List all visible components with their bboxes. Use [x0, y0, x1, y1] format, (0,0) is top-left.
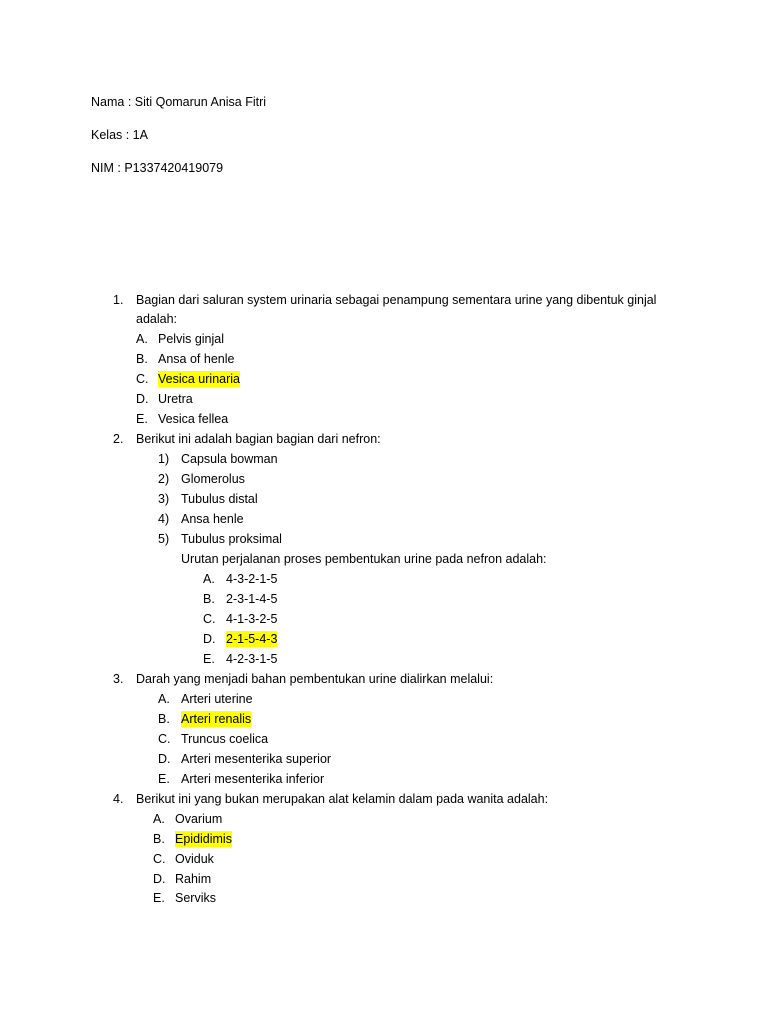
q4-option-b-letter: B. [153, 832, 165, 846]
q1-option-c-letter: C. [136, 372, 149, 386]
q1-option-e: Vesica fellea [158, 412, 229, 426]
q4-option-d-letter: D. [153, 872, 166, 886]
q4-option-c-letter: C. [153, 852, 166, 866]
q1-option-b: Ansa of henle [158, 352, 235, 366]
q4-option-a-letter: A. [153, 812, 165, 826]
q3-option-e: Arteri mesenterika inferior [181, 772, 325, 786]
q2-option-a: 4-3-2-1-5 [226, 572, 278, 586]
q3-option-c-letter: C. [158, 732, 171, 746]
student-class: Kelas : 1A [91, 128, 148, 142]
question-4-number: 4. [113, 792, 124, 806]
q2-item-3-number: 3) [158, 492, 170, 506]
q1-option-b-letter: B. [136, 352, 148, 366]
q2-option-a-letter: A. [203, 572, 215, 586]
q2-option-d-letter: D. [203, 632, 216, 646]
question-4-text: Berikut ini yang bukan merupakan alat kelamin dalam pada wanita adalah: [136, 792, 549, 806]
q1-option-c-answer-highlight: Vesica urinaria [158, 372, 240, 386]
question-2-number: 2. [113, 432, 124, 446]
q3-option-d: Arteri mesenterika superior [181, 752, 332, 766]
q2-item-1: Capsula bowman [181, 452, 278, 466]
q2-option-b: 2-3-1-4-5 [226, 592, 278, 606]
question-2-text: Berikut ini adalah bagian bagian dari nefron: [136, 432, 381, 446]
q1-option-a: Pelvis ginjal [158, 332, 225, 346]
q2-option-e-letter: E. [203, 652, 215, 666]
q4-option-a: Ovarium [175, 812, 223, 826]
q3-option-a: Arteri uterine [181, 692, 253, 706]
student-name: Nama : Siti Qomarun Anisa Fitri [91, 95, 267, 109]
q4-option-e-letter: E. [153, 891, 165, 905]
q2-item-1-number: 1) [158, 452, 170, 466]
student-nim: NIM : P1337420419079 [91, 161, 224, 175]
q2-option-d-answer-highlight: 2-1-5-4-3 [226, 632, 278, 646]
q3-option-c: Truncus coelica [181, 732, 269, 746]
q2-option-c-letter: C. [203, 612, 216, 626]
q4-option-b-answer-highlight: Epididimis [175, 832, 232, 846]
q2-item-5: Tubulus proksimal [181, 532, 282, 546]
q2-option-b-letter: B. [203, 592, 215, 606]
q2-item-4: Ansa henle [181, 512, 244, 526]
q2-item-4-number: 4) [158, 512, 170, 526]
q2-item-3: Tubulus distal [181, 492, 258, 506]
question-3-text: Darah yang menjadi bahan pembentukan urine dialirkan melalui: [136, 672, 494, 686]
question-1-text: Bagian dari saluran system urinaria sebagai penampung sementara urine yang dibentuk ginjal [136, 293, 657, 307]
q3-option-e-letter: E. [158, 772, 170, 786]
q2-item-2: Glomerolus [181, 472, 245, 486]
q3-option-a-letter: A. [158, 692, 170, 706]
q2-option-e: 4-2-3-1-5 [226, 652, 278, 666]
question-1-number: 1. [113, 293, 124, 307]
q1-option-d: Uretra [158, 392, 193, 406]
q1-option-a-letter: A. [136, 332, 148, 346]
q3-option-d-letter: D. [158, 752, 171, 766]
q3-option-b-letter: B. [158, 712, 170, 726]
question-1-text-cont: adalah: [136, 312, 178, 326]
q1-option-d-letter: D. [136, 392, 149, 406]
question-2-prompt: Urutan perjalanan proses pembentukan urine pada nefron adalah: [181, 552, 547, 566]
q2-item-2-number: 2) [158, 472, 170, 486]
q4-option-e: Serviks [175, 891, 216, 905]
q3-option-b-answer-highlight: Arteri renalis [181, 712, 252, 726]
q2-option-c: 4-1-3-2-5 [226, 612, 278, 626]
q2-item-5-number: 5) [158, 532, 170, 546]
q1-option-e-letter: E. [136, 412, 148, 426]
q4-option-c: Oviduk [175, 852, 214, 866]
q4-option-d: Rahim [175, 872, 212, 886]
question-3-number: 3. [113, 672, 124, 686]
